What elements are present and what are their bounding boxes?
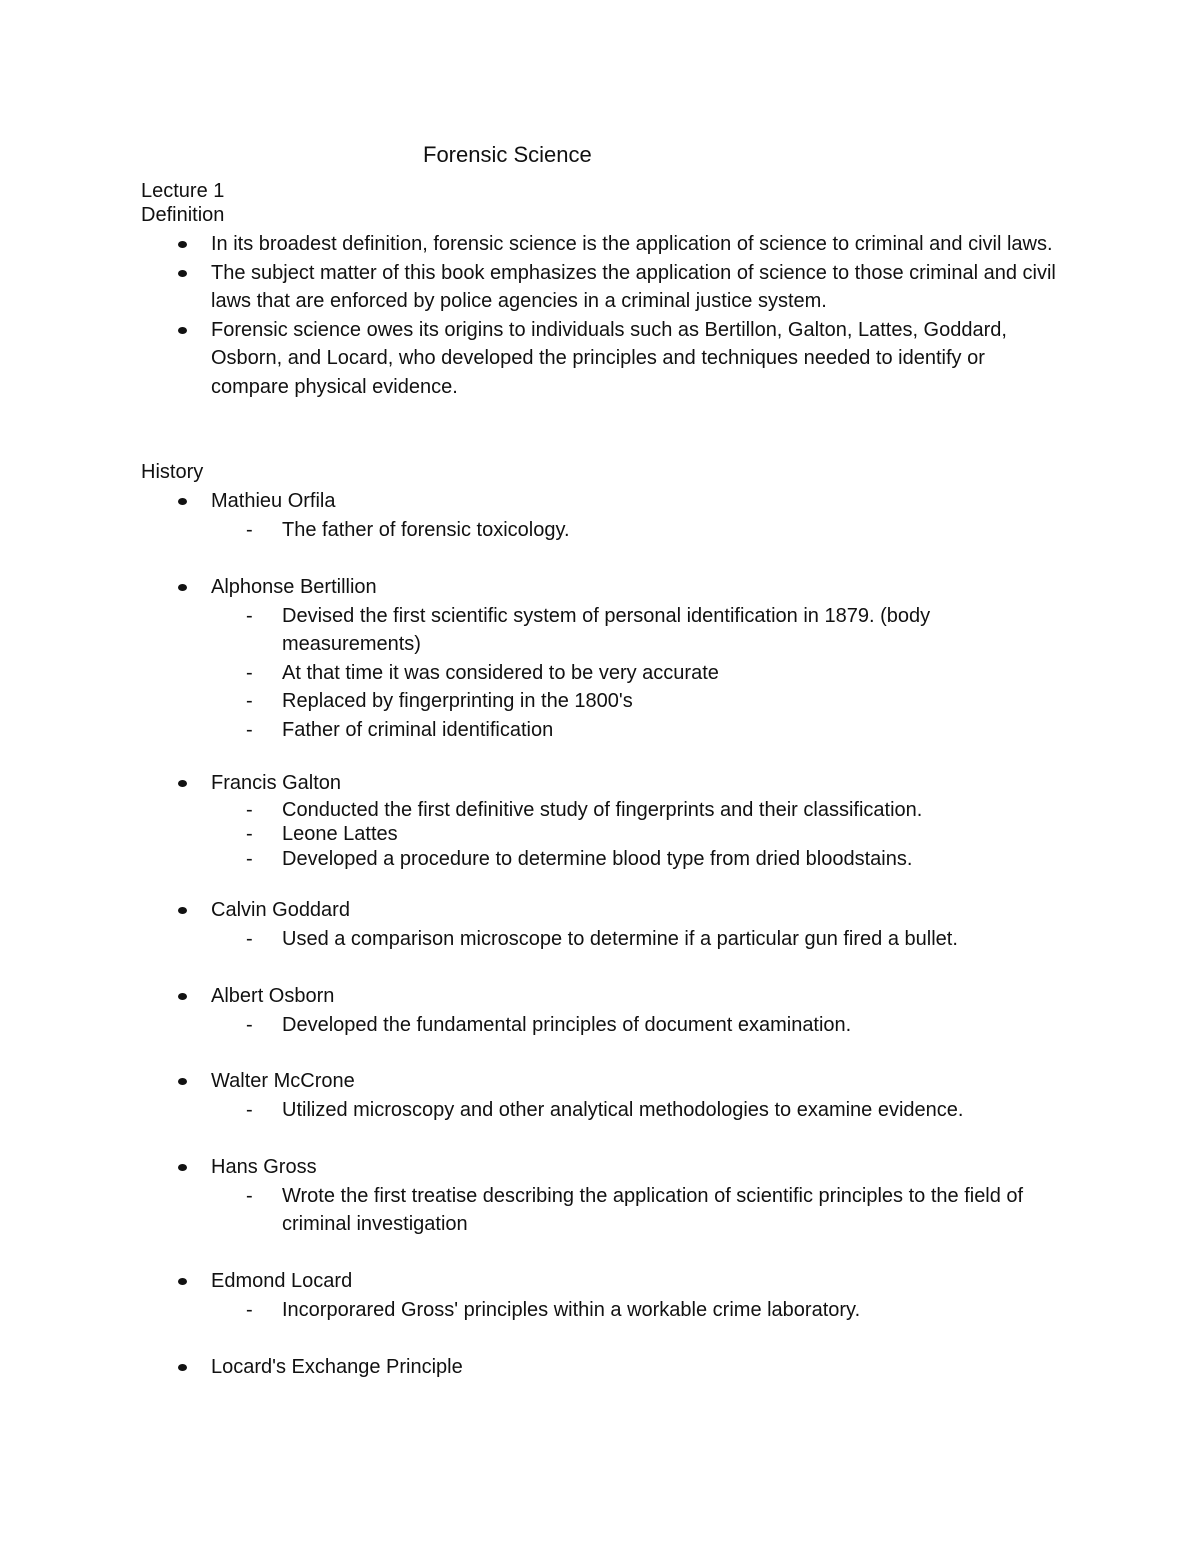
history-notes xyxy=(0,798,1200,872)
list-item xyxy=(0,925,1062,954)
list-item xyxy=(0,798,1062,823)
history-name: Mathieu Orfila xyxy=(211,490,336,512)
page-title: Forensic Science xyxy=(423,142,592,167)
history-name-item xyxy=(0,982,1061,1011)
history-entry xyxy=(0,769,1200,871)
history-name: Hans Gross xyxy=(211,1156,317,1178)
list-item xyxy=(0,230,1061,259)
history-name-item xyxy=(0,487,1061,516)
dash-icon: - xyxy=(246,798,253,821)
bullet-icon xyxy=(178,498,187,505)
history-name-item xyxy=(0,1153,1061,1182)
history-name-item xyxy=(0,1353,1061,1382)
note-text: Father of criminal identification xyxy=(282,718,554,741)
list-item xyxy=(0,1182,1062,1239)
history-entry xyxy=(0,1267,1200,1324)
dash-icon: - xyxy=(246,1013,253,1036)
bullet-icon xyxy=(178,993,187,1000)
list-item xyxy=(0,716,1062,745)
list-item xyxy=(0,602,1062,659)
list-item xyxy=(0,516,1062,545)
note-text: Replaced by fingerprinting in the 1800's xyxy=(282,690,633,712)
definition-list xyxy=(0,230,1200,401)
definition-heading: Definition xyxy=(141,204,225,226)
note-text: Incorporared Gross' principles within a workable crime laboratory. xyxy=(282,1298,861,1321)
list-item xyxy=(0,822,1062,847)
dash-icon: - xyxy=(246,718,253,741)
bullet-icon xyxy=(178,327,187,334)
list-item xyxy=(0,1011,1062,1040)
history-name-item xyxy=(0,1267,1061,1296)
dash-icon: - xyxy=(246,823,253,845)
bullet-icon xyxy=(178,1278,187,1285)
list-item xyxy=(0,659,1062,688)
history-name: Locard's Exchange Principle xyxy=(211,1356,463,1378)
history-entry xyxy=(0,487,1200,544)
history-name: Francis Galton xyxy=(211,772,342,794)
note-text: Used a comparison microscope to determine if a particular gun fired a bullet. xyxy=(282,927,958,950)
history-name-item xyxy=(0,1067,1061,1096)
dash-icon: - xyxy=(246,661,253,684)
history-notes xyxy=(0,1182,1200,1239)
list-item-text: The subject matter of this book emphasizes the application of science to those criminal and civil laws that are enforced by police agencies in a criminal justice system. xyxy=(211,261,1056,312)
note-text: Wrote the first treatise describing the application of scientific principles to the field of criminal investigation xyxy=(282,1184,1024,1235)
note-text: Developed the fundamental principles of document examination. xyxy=(282,1013,852,1036)
note-text: Conducted the first definitive study of fingerprints and their classification. xyxy=(282,798,923,821)
history-entry xyxy=(0,1153,1200,1239)
bullet-icon xyxy=(178,780,187,787)
history-heading: History xyxy=(141,461,204,483)
history-name: Alphonse Bertillion xyxy=(211,576,377,598)
history-notes xyxy=(0,1296,1200,1325)
bullet-icon xyxy=(178,584,187,591)
history-entry xyxy=(0,1353,1200,1382)
list-item-text: In its broadest definition, forensic science is the application of science to criminal and civil laws. xyxy=(211,233,1053,255)
bullet-icon xyxy=(178,241,187,248)
history-notes xyxy=(0,516,1200,545)
list-item-text: Forensic science owes its origins to individuals such as Bertillon, Galton, Lattes, Goddard, Osborn, and Locard, who developed the principles and techniques needed to identify or compare physical evidence. xyxy=(211,318,1007,398)
bullet-icon xyxy=(178,1364,187,1371)
dash-icon: - xyxy=(246,847,253,870)
dash-icon: - xyxy=(246,604,253,627)
list-item xyxy=(0,1296,1062,1325)
bullet-icon xyxy=(178,1164,187,1171)
list-item xyxy=(0,1096,1062,1125)
history-notes xyxy=(0,1011,1200,1040)
history-notes xyxy=(0,925,1200,954)
history-entry xyxy=(0,982,1200,1039)
history-name: Walter McCrone xyxy=(211,1070,355,1092)
list-item xyxy=(0,687,1062,716)
history-name-item xyxy=(0,573,1061,602)
list-item xyxy=(0,847,1062,872)
note-text: At that time it was considered to be very accurate xyxy=(282,661,719,684)
dash-icon: - xyxy=(246,927,253,950)
history-name-item xyxy=(0,769,1061,798)
list-item xyxy=(0,316,1061,402)
dash-icon: - xyxy=(246,518,253,541)
history-entry xyxy=(0,896,1200,953)
note-text: The father of forensic toxicology. xyxy=(282,518,570,541)
history-name: Edmond Locard xyxy=(211,1270,353,1292)
dash-icon: - xyxy=(246,1098,253,1121)
note-text: Leone Lattes xyxy=(282,823,398,845)
history-notes xyxy=(0,602,1200,745)
dash-icon: - xyxy=(246,1298,253,1321)
history-notes xyxy=(0,1096,1200,1125)
list-item xyxy=(0,259,1061,316)
bullet-icon xyxy=(178,1078,187,1085)
bullet-icon xyxy=(178,907,187,914)
bullet-icon xyxy=(178,270,187,277)
note-text: Devised the first scientific system of personal identification in 1879. (body measurements) xyxy=(282,604,931,655)
history-name: Albert Osborn xyxy=(211,985,335,1007)
lecture-label: Lecture 1 xyxy=(141,180,225,202)
note-text: Developed a procedure to determine blood type from dried bloodstains. xyxy=(282,847,913,870)
history-name: Calvin Goddard xyxy=(211,899,350,921)
dash-icon: - xyxy=(246,1184,253,1207)
history-name-item xyxy=(0,896,1061,925)
dash-icon: - xyxy=(246,690,253,712)
note-text: Utilized microscopy and other analytical methodologies to examine evidence. xyxy=(282,1098,964,1121)
history-entry xyxy=(0,1067,1200,1124)
history-entry xyxy=(0,573,1200,744)
